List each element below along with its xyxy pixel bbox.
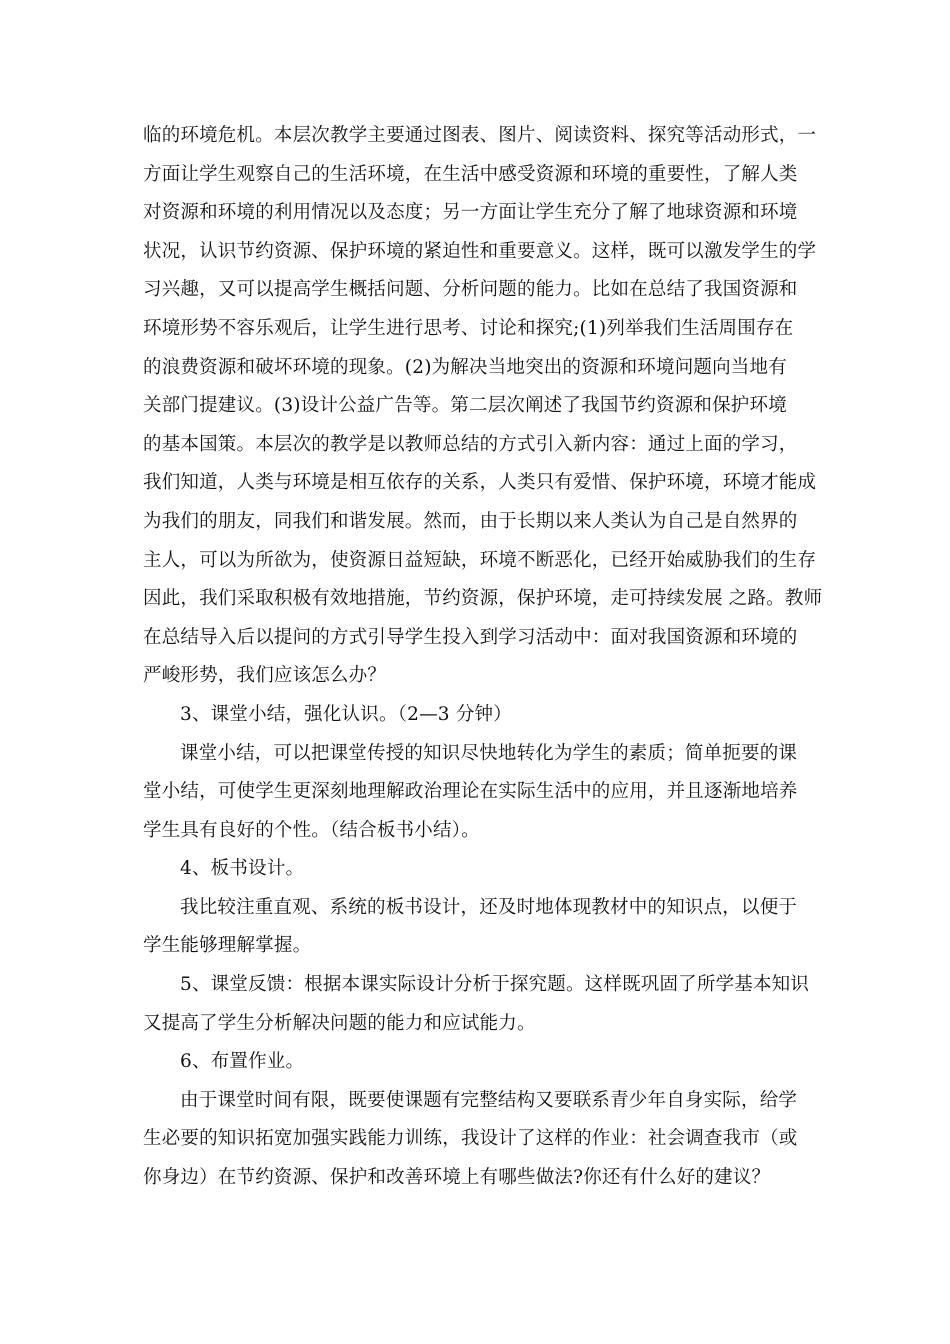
text-line: 在总结导入后以提问的方式引导学生投入到学习活动中：面对我国资源和环境的 (143, 626, 798, 648)
text-line: 我们知道，人类与环境是相互依存的关系，人类只有爱惜、保护环境，环境才能成 (143, 472, 817, 494)
text-line: 为我们的朋友，同我们和谐发展。然而，由于长期以来人类认为自己是自然界的 (143, 510, 798, 532)
text-line: 堂小结，可使学生更深刻地理解政治理论在实际生活中的应用，并且逐渐地培养 (143, 781, 798, 803)
text-line: 5、课堂反馈：根据本课实际设计分析于探究题。这样既巩固了所学基本知识 (180, 974, 810, 996)
text-line: 的浪费资源和破坏环境的现象。(2)为解决当地突出的资源和环境问题向当地有 (143, 356, 787, 378)
text-line: 学生能够理解掌握。 (143, 935, 312, 957)
text-line: 生必要的知识拓宽加强实践能力训练，我设计了这样的作业：社会调查我市（或 (143, 1128, 798, 1150)
text-line: 我比较注重直观、系统的板书设计，还及时地体现教材中的知识点，以便于 (180, 896, 798, 918)
text-line: 方面让学生观察自己的生活环境，在生活中感受资源和环境的重要性，了解人类 (143, 163, 798, 185)
text-line: 学生具有良好的个性。（结合板书小结）。 (143, 819, 480, 841)
text-line: 对资源和环境的利用情况以及态度；另一方面让学生充分了解了地球资源和环境 (143, 202, 798, 224)
text-line: 主人，可以为所欲为，使资源日益短缺，环境不断恶化，已经开始威胁我们的生存 (143, 549, 817, 571)
text-line: 3、课堂小结，强化认识。（2—3 分钟） (180, 703, 512, 725)
document-body (143, 117, 823, 1198)
text-line: 状况，认识节约资源、保护环境的紧迫性和重要意义。这样，既可以激发学生的学 (143, 240, 817, 262)
text-line: 由于课堂时间有限，既要使课题有完整结构又要联系青少年自身实际，给学 (180, 1089, 798, 1111)
text-line: 6、布置作业。 (180, 1051, 305, 1073)
text-line: 因此，我们采取积极有效地措施，节约资源，保护环境，走可持续发展 之路。教师 (143, 588, 823, 610)
text-line: 的基本国策。本层次的教学是以教师总结的方式引入新内容：通过上面的学习， (143, 433, 798, 455)
text-line: 关部门提建议。(3)设计公益广告等。第二层次阐述了我国节约资源和保护环境 (143, 395, 787, 417)
text-line: 课堂小结，可以把课堂传授的知识尽快地转化为学生的素质；简单扼要的课 (180, 742, 798, 764)
text-line: 又提高了学生分析解决问题的能力和应试能力。 (143, 1012, 536, 1034)
text-line: 临的环境危机。本层次教学主要通过图表、图片、阅读资料、探究等活动形式，一 (143, 125, 817, 146)
text-line: 你身边）在节约资源、保护和改善环境上有哪些做法?你还有什么好的建议？ (143, 1167, 771, 1189)
text-line: 习兴趣，又可以提高学生概括问题、分析问题的能力。比如在总结了我国资源和 (143, 279, 798, 301)
text-line: 严峻形势，我们应该怎么办？ (143, 665, 387, 687)
text-line: 环境形势不容乐观后，让学生进行思考、讨论和探究;(1)列举我们生活周围存在 (143, 317, 794, 339)
text-line: 4、板书设计。 (180, 858, 305, 880)
